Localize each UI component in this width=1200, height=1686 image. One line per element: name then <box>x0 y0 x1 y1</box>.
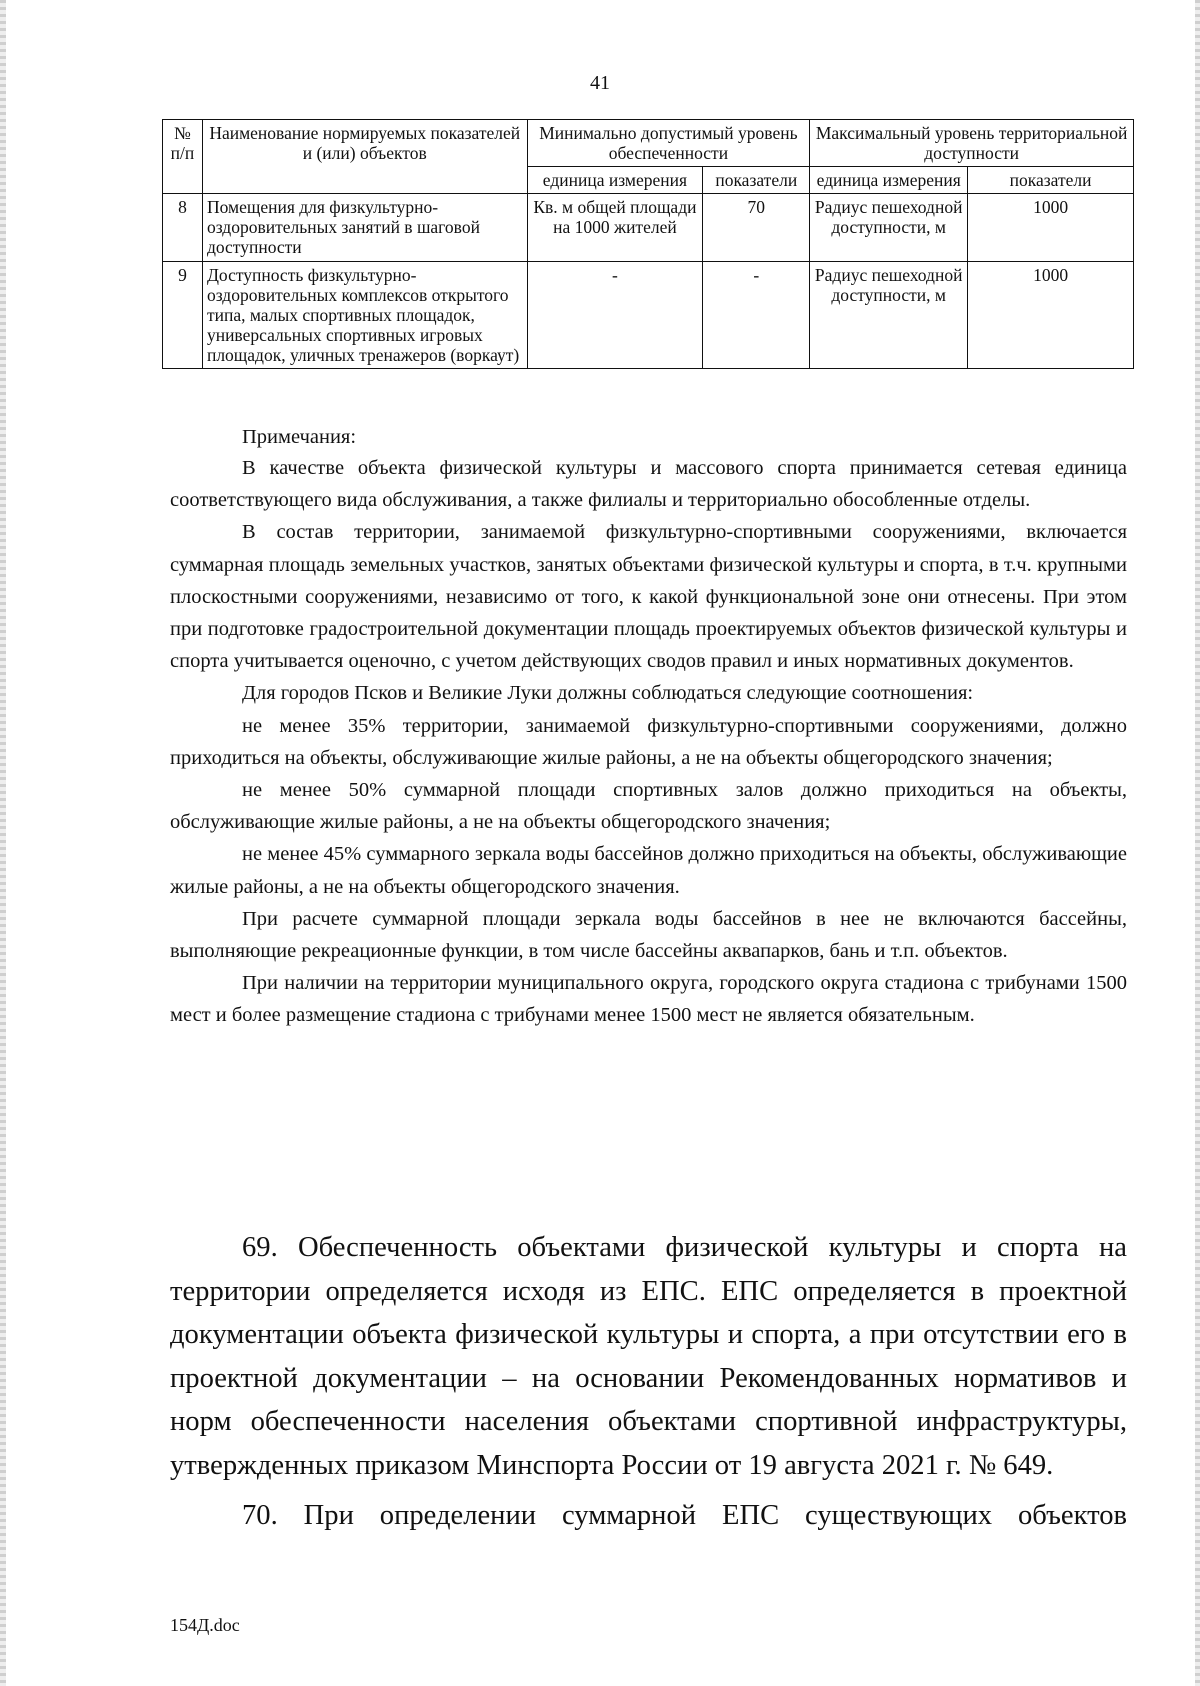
row-num: 9 <box>163 262 203 369</box>
footer-filename: 154Д.doc <box>170 1615 240 1635</box>
page-number: 41 <box>590 72 610 94</box>
row-unit-min: Кв. м общей площади на 1000 жителей <box>527 194 703 262</box>
notes-heading: Примечания: <box>242 426 357 448</box>
table-header-row <box>163 120 1134 167</box>
scan-edge-left <box>0 0 6 1686</box>
notes-paragraph: В качестве объекта физической культуры и массового спорта принимается сетевая единица соответствующего вида обслуживания, а также филиалы и территориально обособленные отделы. <box>170 457 1127 512</box>
notes-paragraph: В состав территории, занимаемой физкультурно-спортивными сооружениями, включается суммарная площадь земельных участков, занятых объектами физической культуры и спорта, в т.ч. крупными плоскостными сооружениями, независимо от того, к какой функциональной зоне они отнесены. При этом при подготовке градостроительной документации площадь проектируемых объектов физической культуры и спорта учитывается оценочно, с учетом действующих сводов правил и иных нормативных документов. <box>170 521 1127 673</box>
row-unit-max: Радиус пешеходной доступности, м <box>810 262 968 369</box>
header-num: № п/п <box>163 120 203 194</box>
row-value-min: 70 <box>703 194 810 262</box>
norms-table <box>162 119 1134 369</box>
row-name: Помещения для физкультурно-оздоровительных занятий в шаговой доступности <box>202 194 527 262</box>
header-max-level: Максимальный уровень территориальной доступности <box>810 120 1134 167</box>
header-value-max: показатели <box>968 167 1134 194</box>
paragraph-70: 70. При определении суммарной ЕПС существующих объектов <box>242 1499 1127 1531</box>
row-name: Доступность физкультурно-оздоровительных комплексов открытого типа, малых спортивных площадок, универсальных спортивных игровых площадок, уличных тренажеров (воркаут) <box>202 262 527 369</box>
header-unit-min: единица измерения <box>527 167 703 194</box>
row-value-max: 1000 <box>968 194 1134 262</box>
header-min-level: Минимально допустимый уровень обеспеченности <box>527 120 810 167</box>
notes-paragraph: не менее 35% территории, занимаемой физкультурно-спортивными сооружениями, должно приходиться на объекты, обслуживающие жилые районы, а не на объекты общегородского значения; <box>170 714 1127 769</box>
row-value-max: 1000 <box>968 262 1134 369</box>
notes-paragraph: не менее 45% суммарного зеркала воды бассейнов должно приходиться на объекты, обслуживающие жилые районы, а не на объекты общегородского значения. <box>170 843 1127 898</box>
notes-paragraph: не менее 50% суммарной площади спортивных залов должно приходиться на объекты, обслуживающие жилые районы, а не на объекты общегородского значения; <box>170 779 1127 834</box>
row-unit-min: - <box>527 262 703 369</box>
notes-paragraph: Для городов Псков и Великие Луки должны соблюдаться следующие соотношения: <box>242 682 974 705</box>
scan-edge-right <box>1195 0 1200 1686</box>
table-row <box>163 194 1134 262</box>
paragraph-69: 69. Обеспеченность объектами физической культуры и спорта на территории определяется исходя из ЕПС. ЕПС определяется в проектной документации объекта физической культуры и спорта, а при отсутствии его в проектной документации – на основании Рекомендованных нормативов и норм обеспеченности населения объектами спортивной инфраструктуры, утвержденных приказом Минспорта России от 19 августа 2021 г. № 649. <box>170 1232 1127 1481</box>
table-row <box>163 262 1134 369</box>
notes-section <box>170 422 1127 1032</box>
header-value-min: показатели <box>703 167 810 194</box>
row-num: 8 <box>163 194 203 262</box>
header-unit-max: единица измерения <box>810 167 968 194</box>
notes-paragraph: При расчете суммарной площади зеркала воды бассейнов в нее не включаются бассейны, выполняющие рекреационные функции, в том числе бассейны аквапарков, бань и т.п. объектов. <box>170 907 1127 963</box>
row-unit-max: Радиус пешеходной доступности, м <box>810 194 968 262</box>
main-text <box>170 1226 1127 1537</box>
header-name: Наименование нормируемых показателей и (или) объектов <box>202 120 527 194</box>
notes-paragraph: При наличии на территории муниципального округа, городского округа стадиона с трибунами 1500 мест и более размещение стадиона с трибунами менее 1500 мест не является обязательным. <box>170 972 1127 1027</box>
row-value-min: - <box>703 262 810 369</box>
